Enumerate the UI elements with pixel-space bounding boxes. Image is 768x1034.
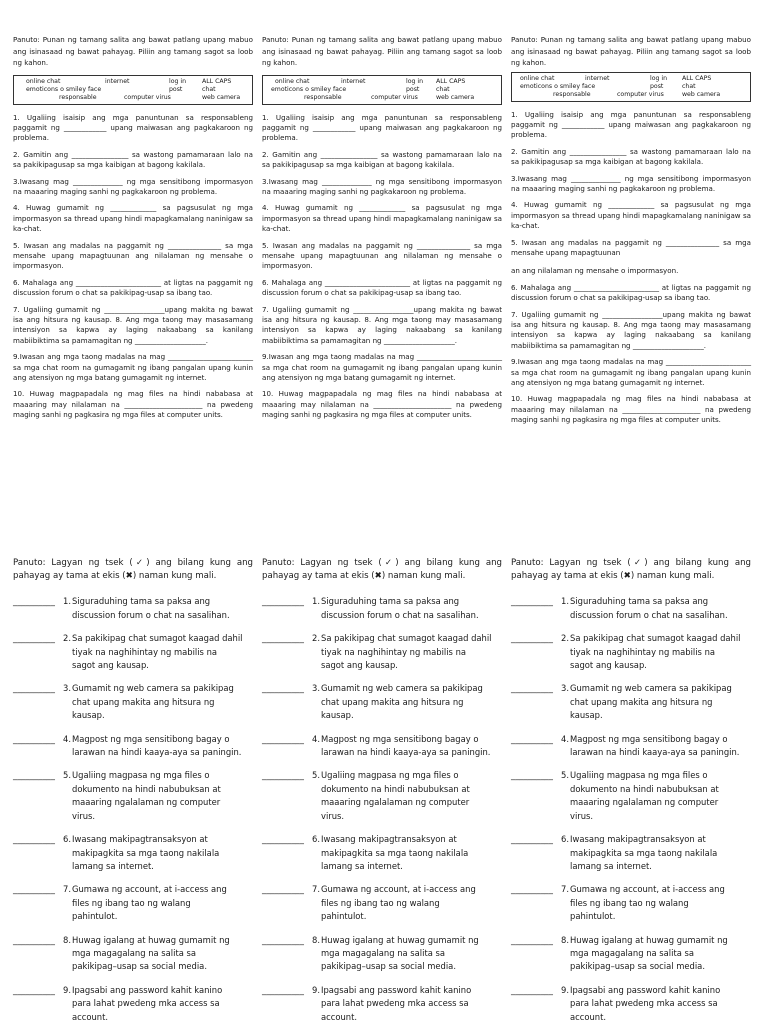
answer-blank[interactable]: __________ (13, 834, 55, 845)
item-number: 6. (312, 834, 320, 845)
word-bank-item: chat (202, 85, 216, 93)
item-statement-line: larawan na hindi kaaya-aya sa paningin. (570, 747, 740, 758)
true-false-instruction: Panuto: Lagyan ng tsek (✓) ang bilang kung ang pahayag ay tama at ekis (✖) naman kung mali. (511, 558, 751, 582)
word-bank-item: computer virus (124, 93, 171, 101)
fill-in-item: 4. Huwag gumamit ng _____________ sa pagsusulat ng mga impormasyon sa thread upang hindi mapagkamalang naninigaw sa ka-chat. (511, 200, 751, 231)
true-false-item (13, 632, 253, 672)
answer-blank[interactable]: __________ (511, 984, 553, 995)
word-bank-item: online chat (275, 77, 310, 85)
answer-blank[interactable]: __________ (511, 683, 553, 694)
word-bank-item: online chat (520, 74, 555, 82)
word-bank-item: log in (169, 77, 187, 85)
word-bank-item: responsable (59, 93, 97, 101)
word-bank-item: web camera (682, 90, 721, 98)
item-statement-line: files ng ibang tao ng walang (570, 897, 689, 908)
item-number: 8. (312, 934, 320, 945)
answer-blank[interactable]: __________ (511, 733, 553, 744)
item-statement: Gumamit ng web camera sa pakikipag (321, 683, 483, 694)
true-false-item (511, 595, 751, 622)
item-statement: Gumawa ng account, at i-access ang (321, 884, 476, 895)
item-statement-line: kausap. (570, 710, 603, 721)
item-statement: Magpost ng mga sensitibong bagay o (72, 733, 230, 744)
word-bank-item: ALL CAPS (682, 74, 712, 82)
true-false-item (13, 833, 253, 873)
item-statement-line: pahintulot. (570, 911, 616, 922)
fill-in-item: 3.Iwasang mag ______________ ng mga sensitibong impormasyon na maaaring maging sanhi ng pagkakaroon ng problema. (13, 176, 253, 196)
item-statement-line: mga magagalang na salita sa (72, 947, 197, 958)
fill-in-item: 4. Huwag gumamit ng _____________ sa pagsusulat ng mga impormasyon sa thread upang hindi mapagkamalang naninigaw sa ka-chat. (262, 203, 502, 234)
item-statement-line: virus. (72, 810, 96, 821)
item-statement-line: para lahat pwedeng mka access sa (570, 998, 718, 1009)
item-statement-line: lamang sa internet. (321, 860, 403, 871)
true-false-item (511, 733, 751, 760)
word-bank-item: emoticons o smiley face (26, 85, 102, 93)
word-bank-box (13, 75, 253, 105)
true-false-item (13, 682, 253, 722)
item-number: 7. (312, 884, 320, 895)
true-false-item (13, 984, 253, 1024)
item-statement: Gumamit ng web camera sa pakikipag (570, 683, 732, 694)
true-false-item (262, 883, 502, 923)
item-statement-line: kausap. (321, 710, 354, 721)
item-statement-line: lamang sa internet. (72, 860, 154, 871)
word-bank-item: post (406, 85, 420, 93)
true-false-item (13, 934, 253, 974)
word-bank-item: post (650, 82, 664, 90)
item-statement-line: dokumento na hindi nabubuksan at (321, 783, 470, 794)
fill-in-item: 5. Iwasan ang madalas na paggamit ng _______________ sa mga mensahe upang mapagtuunan ang nilalaman ng mensahe o impormasyon. (13, 240, 253, 271)
fill-in-item: 2. Gamitin ang ________________ sa wastong pamamaraan lalo na sa pakikipagusap sa mga kaibigan at bagong kakilala. (13, 149, 253, 170)
item-number: 3. (561, 683, 569, 694)
item-number: 5. (312, 770, 320, 781)
answer-blank[interactable]: __________ (13, 596, 55, 607)
item-statement: Ipagsabi ang password kahit kanino (72, 984, 223, 995)
item-statement-line: account. (321, 1011, 358, 1022)
item-statement-line: para lahat pwedeng mka access sa (321, 998, 469, 1009)
fill-in-item: 10. Huwag magpapadala ng mag files na hindi nababasa at maaaring may nilalaman na ______________________ na pwedeng maging sanhi ng pagkasira ng mga files at computer units. (13, 389, 253, 420)
item-statement: Ipagsabi ang password kahit kanino (321, 984, 472, 995)
fill-in-item: 3.Iwasang mag ______________ ng mga sensitibong impormasyon na maaaring maging sanhi ng pagkakaroon ng problema. (262, 176, 502, 196)
true-false-item (262, 769, 502, 823)
word-bank-item: responsable (553, 90, 591, 98)
item-statement-line: account. (72, 1011, 109, 1022)
item-statement-line: pakikipag–usap sa social media. (72, 961, 207, 972)
item-statement: Magpost ng mga sensitibong bagay o (570, 733, 728, 744)
true-false-item (262, 984, 502, 1024)
item-statement-line: dokumento na hindi nabubuksan at (72, 783, 221, 794)
answer-blank[interactable]: __________ (511, 770, 553, 781)
item-number: 4. (561, 733, 569, 744)
item-number: 5. (63, 770, 71, 781)
worksheet-column-3 (511, 0, 751, 1024)
item-number: 1. (561, 596, 569, 607)
word-bank-item: emoticons o smiley face (271, 85, 347, 93)
answer-blank[interactable]: __________ (262, 884, 304, 895)
true-false-list (13, 595, 253, 1024)
fill-in-instruction: Panuto: Punan ng tamang salita ang bawat patlang upang mabuo ang isinasaad ng bawat pahayag. Piliin ang tamang sagot sa loob ng kahon. (13, 35, 253, 67)
item-number: 3. (63, 683, 71, 694)
true-false-item (262, 833, 502, 873)
item-number: 2. (63, 633, 71, 644)
true-false-item (13, 883, 253, 923)
item-statement: Siguraduhing tama sa paksa ang (72, 596, 211, 607)
true-false-item (511, 632, 751, 672)
item-statement: Magpost ng mga sensitibong bagay o (321, 733, 479, 744)
fill-in-section (13, 34, 253, 427)
item-statement-line: lamang sa internet. (570, 860, 652, 871)
fill-in-item: 5. Iwasan ang madalas na paggamit ng _______________ sa mga mensahe upang mapagtuunan (511, 237, 751, 257)
answer-blank[interactable]: __________ (262, 834, 304, 845)
item-statement-line: dokumento na hindi nabubuksan at (570, 783, 719, 794)
true-false-item (262, 934, 502, 974)
true-false-item (511, 883, 751, 923)
item-statement-line: maaaring ngalalaman ng computer (72, 797, 221, 808)
item-statement: Sa pakikipag chat sumagot kaagad dahil (570, 633, 741, 644)
item-statement-line: chat upang makita ang hitsura ng (570, 696, 713, 707)
word-bank-item: internet (585, 74, 610, 82)
answer-blank[interactable]: __________ (262, 770, 304, 781)
word-bank-item: ALL CAPS (202, 77, 232, 85)
answer-blank[interactable]: __________ (13, 633, 55, 644)
true-false-list (511, 595, 751, 1024)
true-false-item (13, 733, 253, 760)
item-statement: Huwag igalang at huwag gumamit ng (570, 934, 728, 945)
fill-in-item: 1. Ugaliing isaisip ang mga panuntunan sa responsableng paggamit ng ____________ upang maiwasan ang pagkakaroon ng problema. (262, 112, 502, 143)
answer-blank[interactable]: __________ (13, 984, 55, 995)
fill-in-item: 2. Gamitin ang ________________ sa wastong pamamaraan lalo na sa pakikipagusap sa mga kaibigan at bagong kakilala. (262, 149, 502, 170)
item-number: 9. (63, 984, 71, 995)
item-statement-line: makipagkita sa mga taong nakilala (72, 847, 220, 858)
fill-in-section (511, 34, 751, 432)
item-statement-line: pakikipag–usap sa social media. (570, 961, 705, 972)
fill-in-instruction: Panuto: Punan ng tamang salita ang bawat patlang upang mabuo ang isinasaad ng bawat pahayag. Piliin ang tamang sagot sa loob ng kahon. (262, 35, 502, 67)
answer-blank[interactable]: __________ (511, 633, 553, 644)
answer-blank[interactable]: __________ (13, 683, 55, 694)
fill-in-item: 6. Mahalaga ang ________________________ at ligtas na paggamit ng discussion forum o chat sa pakikipag-usap sa ibang tao. (262, 277, 502, 298)
item-statement-line: discussion forum o chat na sasalihan. (321, 609, 479, 620)
word-bank-item: log in (650, 74, 668, 82)
item-statement: Sa pakikipag chat sumagot kaagad dahil (321, 633, 492, 644)
item-statement-line: chat upang makita ang hitsura ng (321, 696, 464, 707)
word-bank-item: ALL CAPS (436, 77, 466, 85)
true-false-item (511, 769, 751, 823)
fill-in-item: 5. Iwasan ang madalas na paggamit ng _______________ sa mga mensahe upang mapagtuunan ang nilalaman ng mensahe o impormasyon. (262, 240, 502, 271)
word-bank-item: post (169, 85, 183, 93)
true-false-item (511, 833, 751, 873)
true-false-item (262, 682, 502, 722)
item-number: 7. (561, 884, 569, 895)
item-statement-line: makipagkita sa mga taong nakilala (570, 847, 718, 858)
fill-in-item: 7. Ugaliing gumamit ng _________________upang makita ng bawat isa ang hitsura ng kausap. 8. Ang mga taong may masasamang intensiyon sa kapwa ay laging nakaabang sa kanilang mabiibiktima sa pamamagitan ng ____________________. (13, 304, 253, 345)
item-statement-line: larawan na hindi kaaya-aya sa paningin. (72, 747, 242, 758)
true-false-section (13, 557, 253, 1034)
item-number: 2. (312, 633, 320, 644)
item-statement-line: chat upang makita ang hitsura ng (72, 696, 215, 707)
answer-blank[interactable]: __________ (511, 834, 553, 845)
fill-in-item: 9.Iwasan ang mga taong madalas na mag ________________________ sa mga chat room na gumagamit ng ibang pangalan upang kunin ang atensiyon ng mga batang gumagamit ng internet. (511, 357, 751, 388)
item-statement: Siguraduhing tama sa paksa ang (570, 596, 709, 607)
word-bank-item: computer virus (371, 93, 418, 101)
item-statement: Siguraduhing tama sa paksa ang (321, 596, 460, 607)
answer-blank[interactable]: __________ (511, 596, 553, 607)
item-number: 1. (63, 596, 71, 607)
item-number: 9. (312, 984, 320, 995)
true-false-item (13, 769, 253, 823)
item-statement-line: virus. (570, 810, 594, 821)
item-number: 2. (561, 633, 569, 644)
item-statement-line: makipagkita sa mga taong nakilala (321, 847, 469, 858)
item-statement-line: mga magagalang na salita sa (321, 947, 446, 958)
answer-blank[interactable]: __________ (13, 770, 55, 781)
item-statement-line: discussion forum o chat na sasalihan. (570, 609, 728, 620)
item-statement-line: kausap. (72, 710, 105, 721)
answer-blank[interactable]: __________ (13, 884, 55, 895)
item-statement: Ugaliing magpasa ng mga files o (321, 770, 459, 781)
item-statement-line: files ng ibang tao ng walang (72, 897, 191, 908)
item-statement: Gumamit ng web camera sa pakikipag (72, 683, 234, 694)
item-statement-line: pahintulot. (321, 911, 367, 922)
true-false-instruction: Panuto: Lagyan ng tsek (✓) ang bilang kung ang pahayag ay tama at ekis (✖) naman kung mali. (262, 558, 502, 582)
item-statement-line: pakikipag–usap sa social media. (321, 961, 456, 972)
item-statement-line: sagot ang kausap. (570, 660, 647, 671)
answer-blank[interactable]: __________ (13, 934, 55, 945)
item-statement: Gumawa ng account, at i-access ang (570, 884, 725, 895)
word-bank-box (511, 72, 751, 102)
fill-in-item: 6. Mahalaga ang ________________________ at ligtas na paggamit ng discussion forum o chat sa pakikipag-usap sa ibang tao. (13, 277, 253, 298)
fill-in-item: 3.Iwasang mag ______________ ng mga sensitibong impormasyon na maaaring maging sanhi ng pagkakaroon ng problema. (511, 173, 751, 193)
item-statement-line: sagot ang kausap. (321, 660, 398, 671)
item-statement-line: account. (570, 1011, 607, 1022)
item-statement: Sa pakikipag chat sumagot kaagad dahil (72, 633, 243, 644)
item-statement: Ugaliing magpasa ng mga files o (72, 770, 210, 781)
item-statement-line: tiyak na naghihintay ng mabilis na (570, 646, 716, 657)
word-bank-item: computer virus (617, 90, 664, 98)
item-statement: Ugaliing magpasa ng mga files o (570, 770, 708, 781)
answer-blank[interactable]: __________ (262, 633, 304, 644)
word-bank-item: emoticons o smiley face (520, 82, 596, 90)
word-bank-item: online chat (26, 77, 61, 85)
item-statement-line: tiyak na naghihintay ng mabilis na (321, 646, 467, 657)
item-statement: Iwasang makipagtransaksyon at (72, 834, 208, 845)
answer-blank[interactable]: __________ (262, 683, 304, 694)
item-number: 1. (312, 596, 320, 607)
fill-in-section (262, 34, 502, 427)
word-bank-item: chat (682, 82, 696, 90)
item-statement: Gumawa ng account, at i-access ang (72, 884, 227, 895)
fill-in-item-continued: an ang nilalaman ng mensahe o impormasyon. (511, 266, 679, 276)
item-statement-line: pahintulot. (72, 911, 118, 922)
worksheet-column-1 (13, 0, 253, 1024)
item-number: 4. (63, 733, 71, 744)
word-bank-item: web camera (436, 93, 475, 101)
item-number: 8. (561, 934, 569, 945)
answer-blank[interactable]: __________ (13, 733, 55, 744)
true-false-item (511, 934, 751, 974)
word-bank-item: log in (406, 77, 424, 85)
item-statement: Ipagsabi ang password kahit kanino (570, 984, 721, 995)
answer-blank[interactable]: __________ (262, 733, 304, 744)
true-false-item (262, 632, 502, 672)
fill-in-item: 10. Huwag magpapadala ng mag files na hindi nababasa at maaaring may nilalaman na ______________________ na pwedeng maging sanhi ng pagkasira ng mga files at computer units. (511, 394, 751, 425)
answer-blank[interactable]: __________ (511, 934, 553, 945)
item-number: 6. (561, 834, 569, 845)
word-bank-item: internet (105, 77, 130, 85)
item-number: 3. (312, 683, 320, 694)
fill-in-item: 1. Ugaliing isaisip ang mga panuntunan sa responsableng paggamit ng ____________ upang maiwasan ang pagkakaroon ng problema. (13, 112, 253, 143)
item-statement-line: maaaring ngalalaman ng computer (321, 797, 470, 808)
item-statement-line: para lahat pwedeng mka access sa (72, 998, 220, 1009)
true-false-item (262, 595, 502, 622)
item-statement: Iwasang makipagtransaksyon at (570, 834, 706, 845)
true-false-instruction: Panuto: Lagyan ng tsek (✓) ang bilang kung ang pahayag ay tama at ekis (✖) naman kung mali. (13, 558, 253, 582)
true-false-item (511, 682, 751, 722)
answer-blank[interactable]: __________ (262, 934, 304, 945)
true-false-list (262, 595, 502, 1024)
item-statement-line: files ng ibang tao ng walang (321, 897, 440, 908)
fill-in-item: 2. Gamitin ang ________________ sa wastong pamamaraan lalo na sa pakikipagusap sa mga kaibigan at bagong kakilala. (511, 146, 751, 167)
answer-blank[interactable]: __________ (262, 596, 304, 607)
fill-in-item: 9.Iwasan ang mga taong madalas na mag ________________________ sa mga chat room na gumagamit ng ibang pangalan upang kunin ang atensiyon ng mga batang gumagamit ng internet. (262, 352, 502, 383)
item-number: 8. (63, 934, 71, 945)
word-bank-item: internet (341, 77, 366, 85)
fill-in-item: 6. Mahalaga ang ________________________ at ligtas na paggamit ng discussion forum o chat sa pakikipag-usap sa ibang tao. (511, 282, 751, 303)
item-statement-line: maaaring ngalalaman ng computer (570, 797, 719, 808)
fill-in-item: 9.Iwasan ang mga taong madalas na mag ________________________ sa mga chat room na gumagamit ng ibang pangalan upang kunin ang atensiyon ng mga batang gumagamit ng internet. (13, 352, 253, 383)
fill-in-item: 10. Huwag magpapadala ng mag files na hindi nababasa at maaaring may nilalaman na ______________________ na pwedeng maging sanhi ng pagkasira ng mga files at computer units. (262, 389, 502, 420)
item-statement-line: sagot ang kausap. (72, 660, 149, 671)
true-false-item (511, 984, 751, 1024)
item-number: 5. (561, 770, 569, 781)
fill-in-instruction: Panuto: Punan ng tamang salita ang bawat patlang upang mabuo ang isinasaad ng bawat pahayag. Piliin ang tamang sagot sa loob ng kahon. (511, 35, 751, 67)
word-bank-box (262, 75, 502, 105)
fill-in-item: 4. Huwag gumamit ng _____________ sa pagsusulat ng mga impormasyon sa thread upang hindi mapagkamalang naninigaw sa ka-chat. (13, 203, 253, 234)
fill-in-item: 7. Ugaliing gumamit ng _________________upang makita ng bawat isa ang hitsura ng kausap. 8. Ang mga taong may masasamang intensiyon sa kapwa ay laging nakaabang sa kanilang mabiibiktima sa pamamagitan ng ____________________. (262, 304, 502, 345)
true-false-section (511, 557, 751, 1034)
item-statement: Huwag igalang at huwag gumamit ng (72, 934, 230, 945)
fill-in-item: 1. Ugaliing isaisip ang mga panuntunan sa responsableng paggamit ng ____________ upang maiwasan ang pagkakaroon ng problema. (511, 109, 751, 140)
item-statement-line: discussion forum o chat na sasalihan. (72, 609, 230, 620)
worksheet-column-2 (262, 0, 502, 1024)
true-false-item (262, 733, 502, 760)
item-statement: Huwag igalang at huwag gumamit ng (321, 934, 479, 945)
answer-blank[interactable]: __________ (511, 884, 553, 895)
word-bank-item: responsable (304, 93, 342, 101)
true-false-item (13, 595, 253, 622)
item-number: 4. (312, 733, 320, 744)
item-statement-line: virus. (321, 810, 345, 821)
item-statement: Iwasang makipagtransaksyon at (321, 834, 457, 845)
word-bank-item: chat (436, 85, 450, 93)
item-statement-line: larawan na hindi kaaya-aya sa paningin. (321, 747, 491, 758)
item-number: 7. (63, 884, 71, 895)
item-statement-line: tiyak na naghihintay ng mabilis na (72, 646, 218, 657)
item-number: 6. (63, 834, 71, 845)
word-bank-item: web camera (202, 93, 241, 101)
fill-in-item: 7. Ugaliing gumamit ng _________________upang makita ng bawat isa ang hitsura ng kausap. 8. Ang mga taong may masasamang intensiyon sa kapwa ay laging nakaabang sa kanilang mabiibiktima sa pamamagitan ng ____________________. (511, 309, 751, 350)
answer-blank[interactable]: __________ (262, 984, 304, 995)
item-number: 9. (561, 984, 569, 995)
item-statement-line: mga magagalang na salita sa (570, 947, 695, 958)
true-false-section (262, 557, 502, 1034)
